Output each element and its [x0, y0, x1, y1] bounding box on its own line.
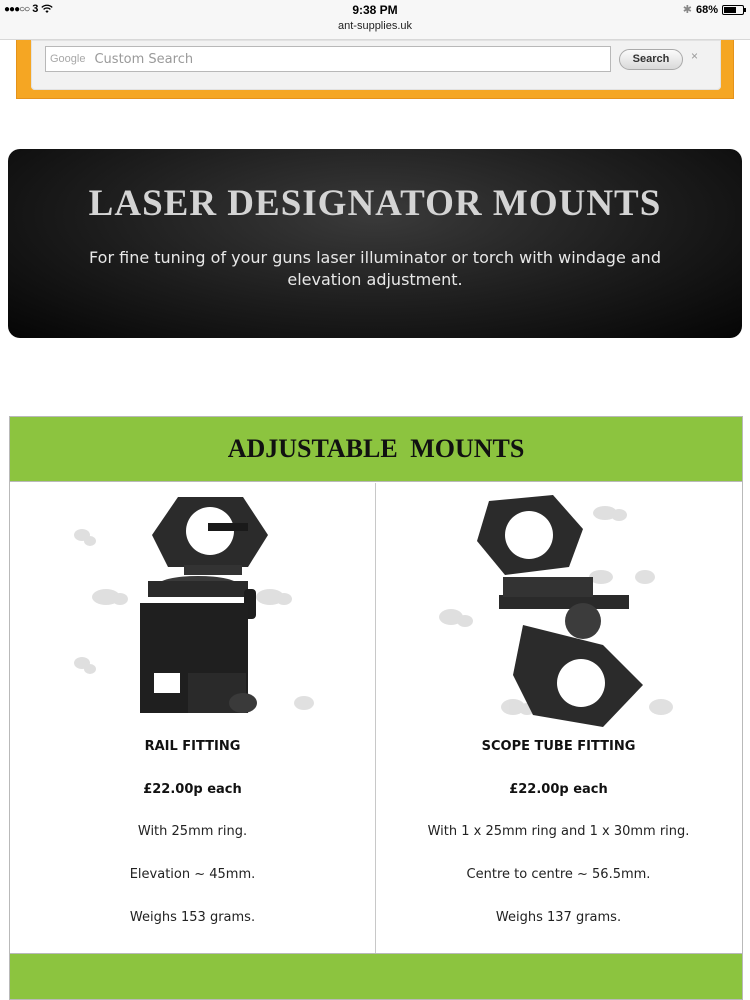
product-name[interactable]: SCOPE TUBE FITTING	[481, 739, 636, 754]
product-name[interactable]: RAIL FITTING	[144, 739, 241, 754]
section-title: ADJUSTABLE MOUNTS	[227, 434, 525, 463]
clock-time: 9:38 PM	[352, 3, 398, 17]
signal-strength-icon: ●●●○○	[4, 3, 30, 15]
search-placeholder: Custom Search	[94, 51, 194, 67]
bluetooth-icon: ✱	[682, 4, 692, 16]
product-detail-elevation: Elevation ~ 45mm.	[129, 867, 256, 882]
product-detail-centre-distance: Centre to centre ~ 56.5mm.	[466, 867, 651, 882]
address-bar-url[interactable]: ant-supplies.uk	[338, 20, 412, 32]
hero-banner	[8, 149, 742, 338]
rail-fitting-mount-image[interactable]	[68, 495, 318, 727]
page-subtitle: For fine tuning of your guns laser illuminator or torch with windage and elevation adjustment.	[89, 248, 661, 289]
search-bar	[31, 40, 721, 90]
product-card-rail-fitting[interactable]	[10, 483, 375, 953]
battery-icon	[722, 5, 744, 15]
page-title: LASER DESIGNATOR MOUNTS	[88, 183, 662, 224]
google-logo: Google	[50, 53, 86, 65]
product-price: £22.00p each	[143, 782, 242, 797]
product-detail-rings: With 1 x 25mm ring and 1 x 30mm ring.	[427, 824, 690, 839]
product-card-scope-tube-fitting[interactable]	[376, 483, 741, 953]
carrier-name: 3	[32, 3, 39, 15]
product-detail-ring: With 25mm ring.	[137, 824, 248, 839]
battery-percent: 68%	[695, 3, 718, 16]
status-bar	[0, 0, 750, 40]
scope-tube-fitting-mount-image[interactable]	[433, 495, 683, 731]
section-footer-bar	[10, 953, 742, 999]
search-panel	[16, 40, 734, 99]
search-input[interactable]	[45, 46, 611, 72]
section-header	[10, 417, 742, 482]
adjustable-mounts-section	[9, 416, 743, 1000]
product-detail-weight: Weighs 137 grams.	[495, 910, 622, 925]
battery-status	[683, 3, 744, 16]
product-detail-weight: Weighs 153 grams.	[129, 910, 256, 925]
clear-search-icon[interactable]: ×	[691, 49, 699, 63]
search-button[interactable]: Search	[619, 49, 683, 70]
product-price: £22.00p each	[509, 782, 608, 797]
